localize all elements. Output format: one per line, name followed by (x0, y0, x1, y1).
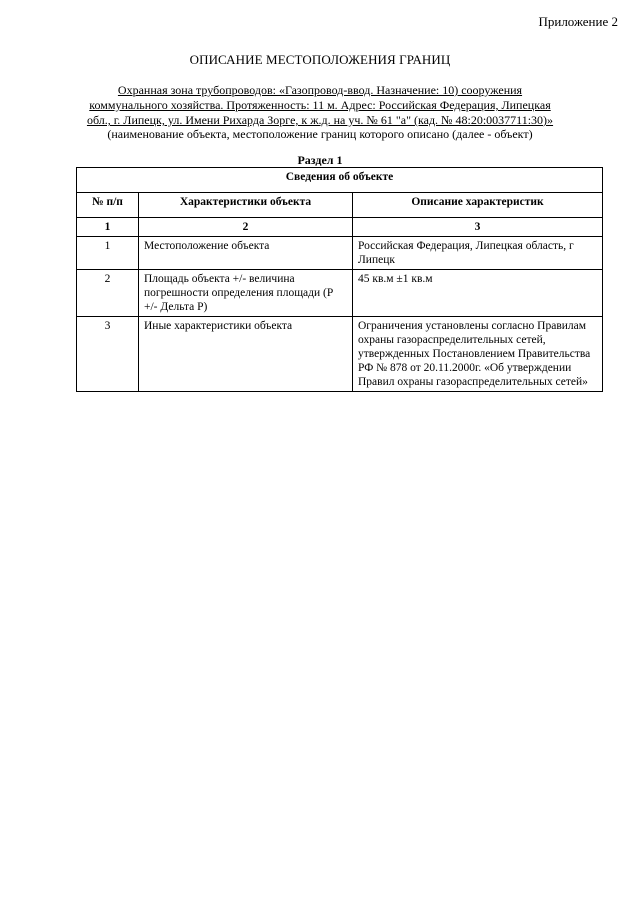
table-row (77, 317, 603, 392)
table-header-row (77, 193, 603, 218)
column-number-row (77, 218, 603, 237)
column-header-number: № п/п (77, 193, 139, 218)
row-characteristic: Площадь объекта +/- величина погрешности определения площади (Р +/- Дельта Р) (139, 270, 353, 317)
row-number: 1 (77, 237, 139, 270)
row-description: Российская Федерация, Липецкая область, г Липецк (353, 237, 603, 270)
column-number-1: 1 (77, 218, 139, 237)
table-row (77, 270, 603, 317)
appendix-label: Приложение 2 (538, 14, 618, 29)
object-info-table (76, 167, 603, 392)
row-characteristic: Местоположение объекта (139, 237, 353, 270)
table-caption: Сведения об объекте (77, 168, 603, 193)
document-title: ОПИСАНИЕ МЕСТОПОЛОЖЕНИЯ ГРАНИЦ (189, 52, 451, 67)
column-header-description: Описание характеристик (353, 193, 603, 218)
row-characteristic: Иные характеристики объекта (139, 317, 353, 392)
row-number: 2 (77, 270, 139, 317)
object-caption: (наименование объекта, местоположение границ которого описано (далее - объект) (107, 127, 533, 141)
row-number: 3 (77, 317, 139, 392)
column-number-3: 3 (353, 218, 603, 237)
section-title: Раздел 1 (297, 153, 343, 167)
row-description: 45 кв.м ±1 кв.м (353, 270, 603, 317)
table-caption-row (77, 168, 603, 193)
column-number-2: 2 (139, 218, 353, 237)
column-header-characteristic: Характеристики объекта (139, 193, 353, 218)
row-description: Ограничения установлены согласно Правилам охраны газораспределительных сетей, утвержденных Постановлением Правительства РФ № 878 от 20.11.2000г. «Об утверждении Правил охраны газораспределительных сетей» (353, 317, 603, 392)
table-row (77, 237, 603, 270)
object-name: Охранная зона трубопроводов: «Газопровод-ввод. Назначение: 10) сооружения коммунального хозяйства. Протяженность: 11 м. Адрес: Российская Федерация, Липецкая обл., г. Липецк, ул. Имени Рихарда Зорге, к ж.д. на уч. № 61 "а" (кад. № 48:20:0037711:30)» (86, 83, 554, 127)
